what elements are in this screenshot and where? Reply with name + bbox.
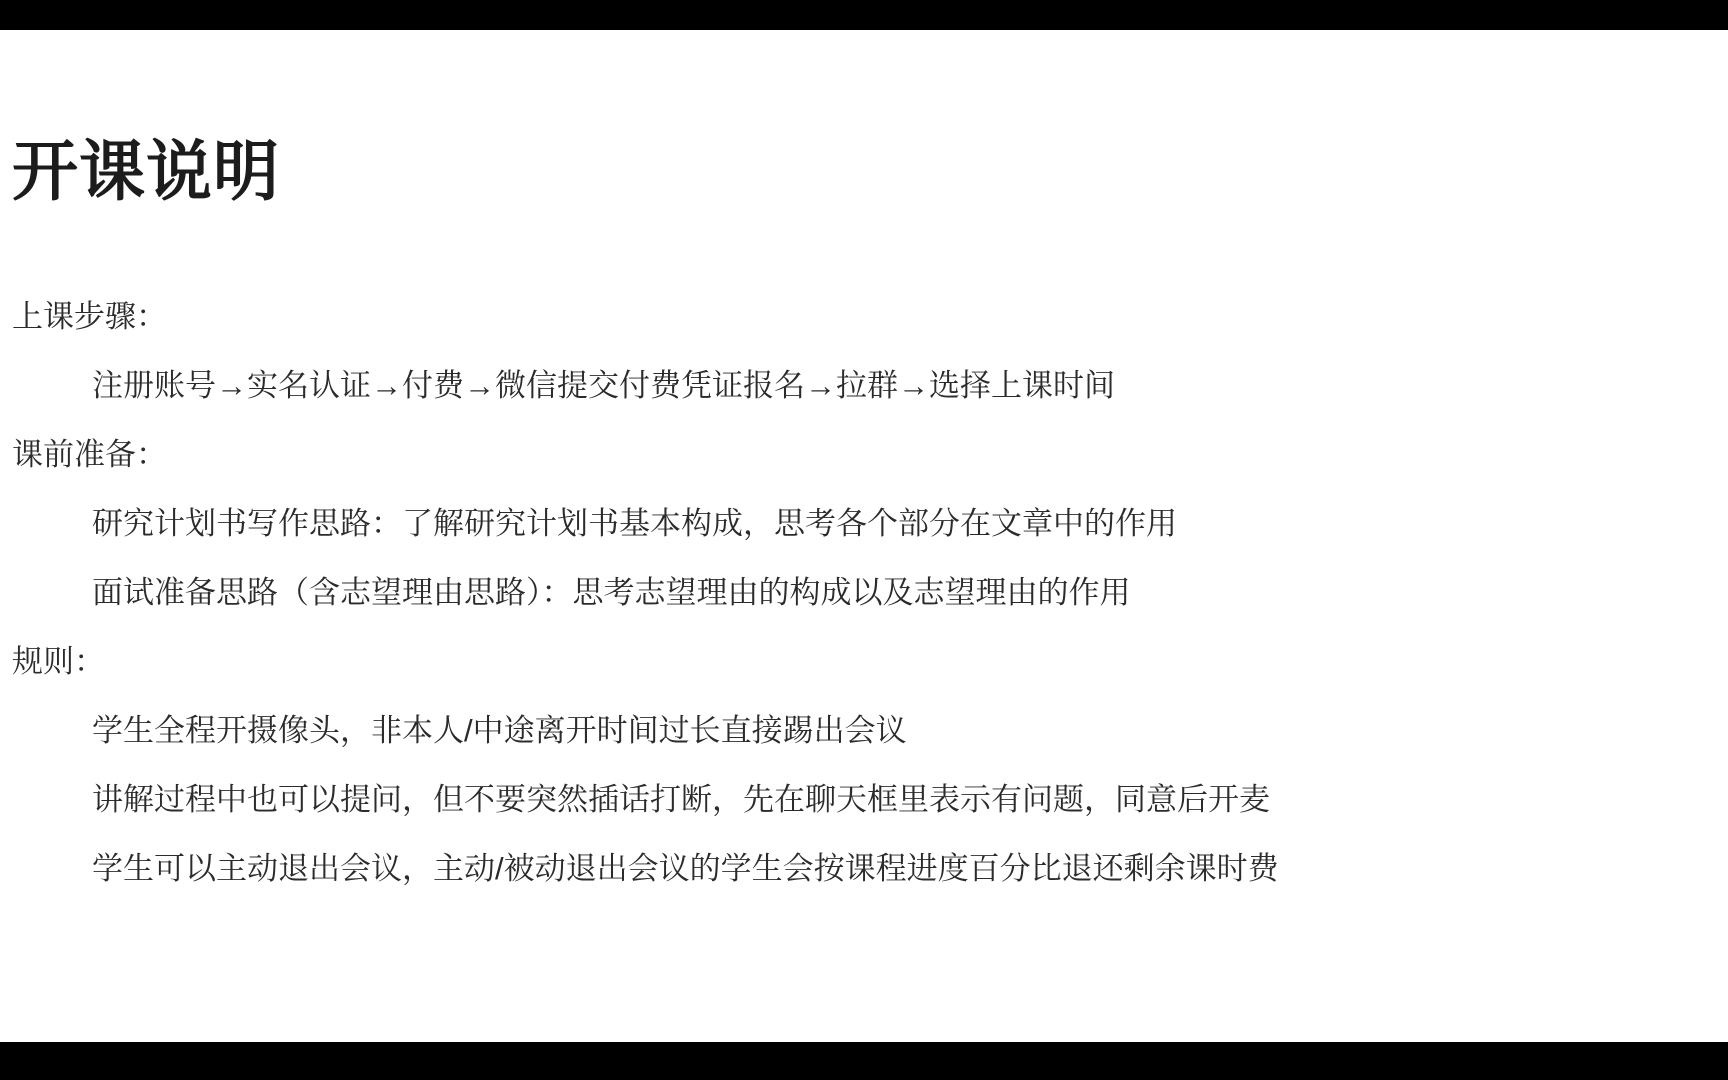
letterbox-bar-top xyxy=(0,0,1728,30)
body-line: 研究计划书写作思路：了解研究计划书基本构成，思考各个部分在文章中的作用 xyxy=(92,506,1177,541)
body-line: 讲解过程中也可以提问，但不要突然插话打断，先在聊天框里表示有问题，同意后开麦 xyxy=(92,782,1270,817)
body-line: 学生可以主动退出会议，主动/被动退出会议的学生会按课程进度百分比退还剩余课时费 xyxy=(92,851,1279,886)
slide-canvas xyxy=(0,30,1728,1042)
body-line: 注册账号→实名认证→付费→微信提交付费凭证报名→拉群→选择上课时间 xyxy=(92,368,1115,403)
body-line: 上课步骤： xyxy=(12,299,167,334)
body-line: 规则： xyxy=(12,644,105,679)
slide-body xyxy=(12,282,1712,903)
letterbox-bar-bottom xyxy=(0,1042,1728,1080)
page-title: 开课说明 xyxy=(12,134,280,208)
body-line: 面试准备思路（含志望理由思路）：思考志望理由的构成以及志望理由的作用 xyxy=(92,575,1131,610)
body-line: 学生全程开摄像头，非本人/中途离开时间过长直接踢出会议 xyxy=(92,713,907,748)
body-line: 课前准备： xyxy=(12,437,167,472)
